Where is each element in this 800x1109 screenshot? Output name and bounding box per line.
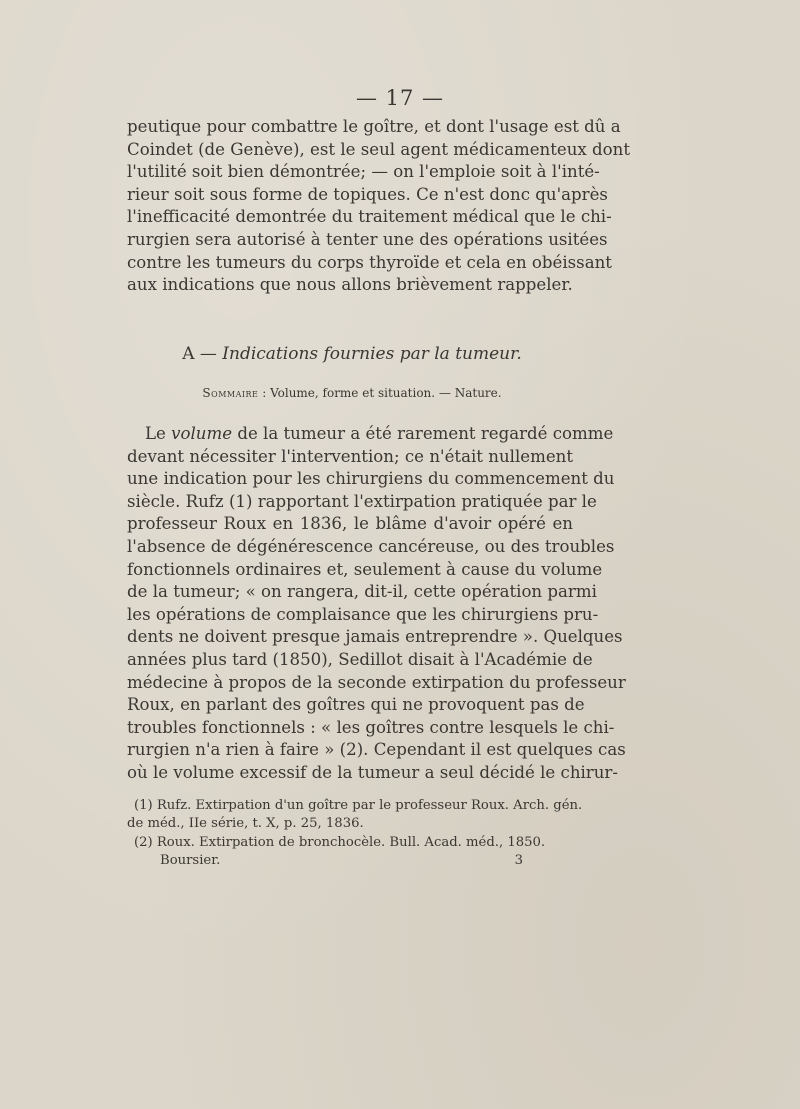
- paragraph-volume: [127, 423, 626, 785]
- text-line: l'utilité soit bien démontrée; — on l'emploie soit à l'inté-: [127, 162, 600, 182]
- text-line: aux indications que nous allons brièvement rappeler.: [127, 275, 573, 295]
- text-line: de la tumeur; « on rangera, dit-il, cette opération parmi: [127, 582, 597, 602]
- text-line-first: [127, 423, 614, 446]
- footnote-1: (1) Rufz. Extirpation d'un goître par le professeur Roux. Arch. gén.: [134, 798, 583, 813]
- text-line: rurgien sera autorisé à tenter une des opérations usitées: [127, 229, 608, 249]
- italic-term: volume: [171, 424, 233, 443]
- text-line: où le volume excessif de la tumeur a seul décidé le chirur-: [127, 762, 618, 782]
- section-prefix: A —: [182, 344, 223, 364]
- section-heading: [0, 344, 702, 364]
- text-line: Coindet (de Genève), est le seul agent médicamenteux dont: [127, 139, 630, 159]
- summary-label: Sommaire: [202, 386, 259, 400]
- page-number: — 17 —: [355, 86, 445, 110]
- signature-name: Boursier.: [160, 853, 221, 869]
- text-line: l'absence de dégénérescence cancéreuse, ou des troubles: [127, 536, 615, 556]
- text-line: rurgien n'a rien à faire » (2). Cependant il est quelques cas: [127, 740, 626, 760]
- text-line: troubles fonctionnels : « les goîtres contre lesquels le chi-: [127, 717, 615, 737]
- section-title: Indications fournies par la tumeur.: [222, 344, 522, 364]
- text-line: Roux, en parlant des goîtres qui ne provoquent pas de: [127, 695, 585, 715]
- text-line: médecine à propos de la seconde extirpation du professeur: [127, 672, 626, 692]
- summary-line: [0, 386, 702, 400]
- text-segment: de la tumeur a été rarement regardé comme: [232, 424, 614, 443]
- text-line: années plus tard (1850), Sedillot disait à l'Académie de: [127, 649, 593, 669]
- text-line: rieur soit sous forme de topiques. Ce n'est donc qu'après: [127, 184, 608, 204]
- signature-row: [127, 852, 573, 870]
- footnote-1-continuation: de méd., IIe série, t. X, p. 25, 1836.: [127, 816, 364, 832]
- text-line: une indication pour les chirurgiens du commencement du: [127, 469, 615, 489]
- text-line: peutique pour combattre le goître, et dont l'usage est dû a: [127, 117, 621, 136]
- text-line: les opérations de complaisance que les chirurgiens pru-: [127, 604, 599, 624]
- signature-number: 3: [514, 853, 523, 869]
- text-line: contre les tumeurs du corps thyroïde et cela en obéissant: [127, 252, 612, 272]
- footnotes: [127, 797, 583, 871]
- footnote-2: (2) Roux. Extirpation de bronchocèle. Bull. Acad. méd., 1850.: [134, 834, 546, 850]
- text-line: fonctionnels ordinaires et, seulement à cause du volume: [127, 559, 603, 579]
- paragraph-continuation: [127, 116, 630, 297]
- text-line: siècle. Rufz (1) rapportant l'extirpation pratiquée par le: [127, 491, 597, 511]
- text-line: devant nécessiter l'intervention; ce n'était nullement: [127, 446, 573, 466]
- text-line: dents ne doivent presque jamais entreprendre ». Quelques: [127, 627, 623, 647]
- text-segment: Le: [145, 424, 172, 443]
- text-line: professeur Roux en 1836, le blâme d'avoir opéré en: [127, 514, 573, 534]
- text-line: l'inefficacité demontrée du traitement médical que le chi-: [127, 207, 612, 227]
- summary-text: : Volume, forme et situation. — Nature.: [258, 386, 502, 400]
